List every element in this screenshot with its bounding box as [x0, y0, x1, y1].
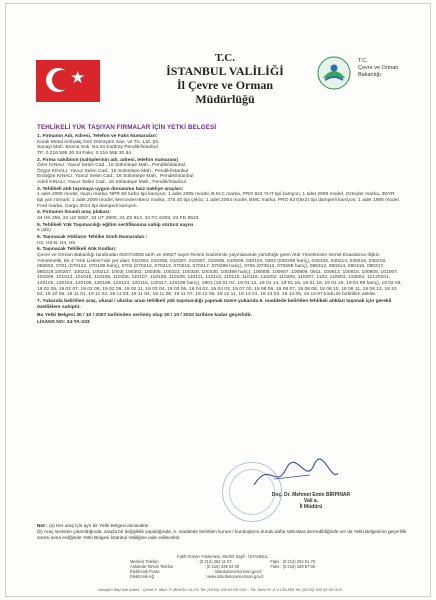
footer-fax: Faks : (0 216) 339 67 00: [270, 563, 315, 569]
validity-statement: Bu Yetki Belgesi 30 / 10 / 2007 tarihinden verilmiş olup 30 / 10 / 2010 tarihine kadar geçerlidir.: [37, 312, 252, 318]
section-heading: 1. Firmanın Adı, Adresi, Telefon ve Faks Numaraları:: [37, 134, 158, 139]
note-a: (a) Her araç için ayrı bir Yetki Belgesi alınacaktır.: [49, 523, 150, 528]
footer-label: Merkezi Telefon: [130, 558, 159, 564]
signature-block: [256, 492, 366, 510]
section-4: [37, 210, 402, 221]
header-mudurluk: İl Çevre ve Orman Müdürlüğü: [176, 78, 274, 106]
section-line: H2, H3-B, H4, H5: [37, 240, 76, 246]
footer-value: : (0 212) 262 11 57: [197, 558, 232, 564]
notes: [37, 523, 407, 540]
section-6a: [37, 235, 402, 246]
handwritten-signature-icon: [214, 455, 344, 495]
section-heading: 5. Tehlikeli Yük Taşımacılığı eğitim sertifikasına sahip sürücü sayısı: [37, 222, 194, 228]
footer-label: Antalede Tahsin Telefon: [130, 563, 174, 569]
footer-row: [130, 575, 315, 580]
footer-email-link[interactable]: : istanbulcevreorman.gov.tr: [212, 568, 262, 574]
footer-value: : (0 216) 339 63 00: [204, 563, 240, 569]
section-3: [37, 187, 402, 209]
turkish-flag-icon: [36, 60, 100, 102]
document-body: [37, 134, 402, 326]
note-title: Not :: [37, 523, 48, 528]
footer-contacts: [130, 555, 315, 580]
signatory-role1: Vali a.: [303, 498, 319, 504]
section-2: [37, 158, 402, 186]
crescent-cut: [52, 70, 72, 90]
license-number: LİSANS NO: 34-TA-103: [37, 320, 90, 326]
section-heading: 2. Firma sahibinin (sahiplerinin adı, adresi, telefon numarası): [37, 157, 179, 163]
section-line: 1 adet 2008 model, Isuzu marka, NPR 66 turbo tipi kamyon; 1 adet 2005 model, B.M.C marka, PRO 624 YHT tipi kamyon; 1 adet 2009 model, Ozteyler marka, 3DYR tipi yarı römork; 1 adet 2009 model, Mercedes-Benz marka, 375.40 tipi çekici; 1 adet 2004 model, BMC marka, PRO 827(8x2) tipi damperli kamyon; 1 adet 1995 model, Ford marka, Cargo 2014 tipi damperli kamyon.: [37, 192, 400, 209]
section-5: [37, 223, 402, 234]
section-1: [37, 134, 402, 156]
document-title: TEHLİKELİ YÜK TAŞIYAN FIRMALAR İÇİN YETKİ BELGESİ: [37, 124, 217, 131]
section-line: Özer KINALI, Yavuz Selim Cad., 16 Sülüntepe Mah., Pendik/İstanbul: [37, 163, 186, 169]
section-heading: 3. Tehlikeli atık taşımaya uygun donanıma haiz nakliye araçları:: [37, 186, 184, 192]
header-valilik: İSTANBUL VALİLİĞİ: [166, 64, 284, 78]
footer-line1: Fatih Orman Yönlemesi, Mezhit Sayfi - İSTANBUL: [177, 554, 268, 559]
footer-label: Elektronik Posta: [130, 568, 160, 574]
section-line: Özgür KINALI, Yavuz Selim Cad., 16 Sülüntepe Mah., Pendik/İstanbul: [37, 168, 189, 174]
header-tc: T.C.: [215, 52, 235, 64]
section-line: TF: 0 216 595 30 34 Faks: 0 216 595 30 84: [37, 150, 132, 156]
section-heading: 6. Taşınacak Atıkların Tehlike Sınıfı Numaraları :: [37, 235, 148, 241]
star-icon: ★: [70, 68, 86, 88]
section-line: Sanayi Mah. Bosna Sok. No:44 Kurtköy Pendik/İstanbul: [37, 145, 158, 151]
section-line: 6 (altı): [37, 228, 51, 234]
section-line: 34 HK 256, 34 UZ 0667, 34 UT 2900, 34 ZS 813, 34 FC 6303, 34 FD 8523: [37, 215, 199, 221]
section-line: Erdoğan KINALI, Yavuz Selim Cad., 16 Sülüntepe Mah., Pendik/İstanbul: [37, 174, 194, 180]
section-6b: [37, 247, 402, 297]
section-heading: 7. Yukarıda belirtilen araç, ulusal / uluslar arası tehlikeli yük taşımacılığı yapmak üzere yukarıda 6. maddede belirtilen tehlikeli atıkları taşımak için gerekli özelliklere sahiptir.: [37, 298, 392, 310]
footer-fax: Faks : (0 212) 262 51 79: [270, 558, 315, 564]
footer-label: Elektronik Ağ: [130, 573, 154, 579]
section-heading: 4. Firmanın İnsanlı araç plakası:: [37, 210, 111, 216]
logo-line1: T.C.: [358, 58, 368, 64]
ministry-logo-icon: [317, 56, 351, 90]
footer-web-link[interactable]: : www.istanbulcevreorman.gov.tr: [205, 573, 264, 579]
section-heading: 6. Taşınacak Tehlikeli Atık Kodları:: [37, 247, 117, 253]
section-7: [37, 299, 402, 310]
signatory-name: Doç. Dr. Mehmet Emin BİRPINAR: [271, 492, 351, 498]
section-line: Kınalı Metal Ambalaj Geri Dönüşüm San. ve Tic. Ltd. Şti.: [37, 139, 160, 145]
footer-address: Asrayiıh İltişi İçin Adres : Çevre Y. Mah. P. BUKSU ULUS Tel: (0216) 339 63 00 /110 - Tlk. Sehi PL Z.V.CELEBI Tel: (0216) 339 63 00 /120: [98, 587, 342, 592]
letterhead: [150, 52, 300, 106]
section-line: Adeli KINALI, Yavuz Selim Cad., 16 Sülüntepe Mah., Pendik/İstanbul: [37, 179, 186, 185]
note-b: (b) Araç sevisten çıkarıldığında, araçta bir değişiklik yapıldığında, 4. maddede belirtilen kurum / kuruluşların durulu daha sahıslara devredildiğinde ve/ da Yetki Belgesinin geçerlilik süresi sona erdiğinde Yetki Belgesi İstanbul Valiliğine iade edilecektir.: [37, 528, 407, 540]
signatory-role2: İl Müdürü: [299, 504, 323, 510]
section-line: Çevre ve Orman Bakanlığı tarafından 05/07/2008 tarih ve 26927 sayılı Resmi Gazete'de yayınlanarak yürürlüğe giren Atık Yönetiminin Genel Esaslarına İlişkin Yönetmelik, Ek 4 "Atık Listesi"nde yer alan; 010304, 010305, 010307, 010407, 010505, 010506, 030104, 0302 (030299 hariç), 040103, 040214, 040216, 040219, 060802, 0701 (070122, 070199 hariç), 0702 (070212, 070213, 070215, 070217, 070299 hariç), 0706 (070612, 070699 hariç), 080312, 080314, 080316, 080317, 080319,100207, 100211, 100213, 1003( 100302, 100305, 100322, 100328, 100330, 100399 hariç), 100905, 100907, 100909, 0911, 100913, 100915, 100905, 101007, 101009, 101013, 101015, 110105, 110106, 110107, 110108, 110109, 110111, 110113, 110115, 110116, 110202, 110205, 110207, 1103, 110503, 110504, 12120101, 120102, 120104, 120106, 120108, 120113, 120115, 120117, 120199 hariç), 1901 (19 01 02, 19 01 12, 19 01 14, 19 01 16, 19 01 18, 19 01 19, 19 01 99 hariç), 19 02 04, 19 02 05, 19 02 07, 19 02 08, 19 02 09, 19 02 11, 19 03 04, 19 03 06, 19 04 02, 19 04 03, 19 07 02, 19 08 06, 19 08 07, 19 08 08, 19 08 10, 19 08 11, 19 08 13, 19 10 03, 19 10 05, 19 11 01, 19 11 02, 19 11 03, 19 11 04, 19 11 05, 19 11 07, 19 12 06, 19 12 11, 19 13 01, 19 13 03, 19 13 05, 19 13 07 kodu ile belirtilen atıklar.: [37, 253, 402, 298]
logo-line3: Bakanlığı: [358, 72, 381, 78]
logo-line2: Çevre ve Orman: [358, 65, 399, 71]
ministry-logo-text: [358, 58, 398, 79]
